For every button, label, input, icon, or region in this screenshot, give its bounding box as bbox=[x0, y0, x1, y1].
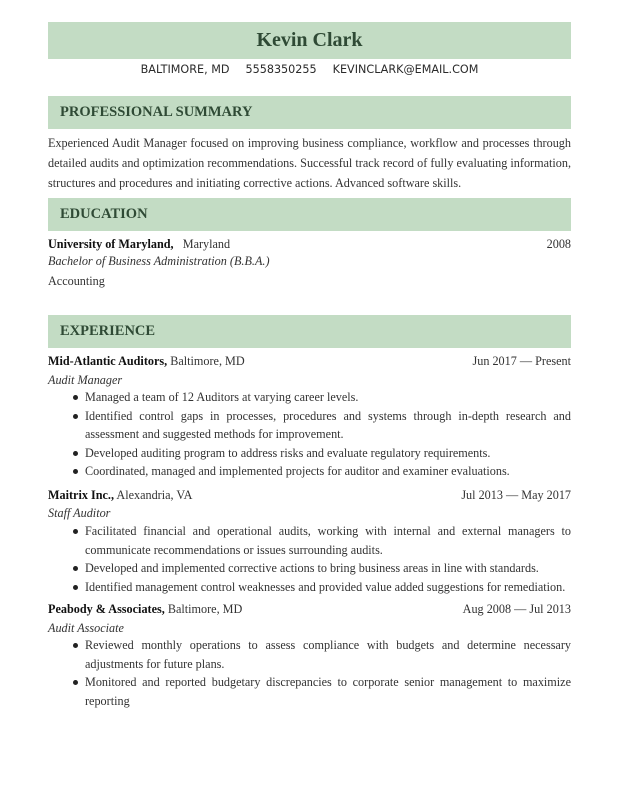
job-employer-line bbox=[48, 487, 192, 503]
job-location: Alexandria, VA bbox=[116, 488, 193, 502]
contact-line bbox=[48, 63, 571, 76]
job-bullet: Developed auditing program to address risks and evaluate regulatory requirements. bbox=[85, 444, 571, 463]
education-field: Accounting bbox=[48, 274, 105, 288]
education-school: University of Maryland, bbox=[48, 237, 174, 251]
job-bullet: Identified management control weaknesses and provided value added suggestions for remediation. bbox=[85, 578, 571, 597]
job-header bbox=[48, 353, 571, 369]
job-dates: Jul 2013 — May 2017 bbox=[461, 488, 571, 502]
education-degree: Bachelor of Business Administration (B.B.A.) bbox=[48, 254, 270, 268]
contact-city: BALTIMORE, MD bbox=[140, 63, 230, 76]
name-banner bbox=[48, 22, 571, 59]
education-year: 2008 bbox=[546, 237, 571, 251]
job-bullet: Coordinated, managed and implemented projects for auditor and examiner evaluations. bbox=[85, 462, 571, 481]
job-header bbox=[48, 601, 571, 617]
job-bullet: Facilitated financial and operational audits, working with internal and external managers to communicate recommendations or issues surrounding audits. bbox=[85, 522, 571, 559]
contact-email: KEVINCLARK@EMAIL.COM bbox=[332, 63, 479, 76]
contact-phone: 5558350255 bbox=[245, 63, 317, 76]
job-bullet: Managed a team of 12 Auditors at varying career levels. bbox=[85, 388, 571, 407]
education-section-header bbox=[48, 198, 571, 231]
summary-text: Experienced Audit Manager focused on improving business compliance, workflow and processes through detailed audits and optimization recommendations. Successful track record of fully evaluating information, structures and procedures and initiating corrective actions. Advanced software skills. bbox=[48, 136, 571, 190]
job-location: Baltimore, MD bbox=[170, 354, 245, 368]
education-section-title: EDUCATION bbox=[60, 206, 148, 222]
job-bullet: Monitored and reported budgetary discrepancies to corporate senior management to maximize reporting bbox=[85, 673, 571, 710]
summary-section-header bbox=[48, 96, 571, 129]
job-bullets bbox=[85, 636, 571, 710]
experience-section-title: EXPERIENCE bbox=[60, 323, 156, 339]
education-institution-line bbox=[48, 236, 230, 252]
education-location: Maryland bbox=[182, 237, 231, 251]
job-bullet: Reviewed monthly operations to assess compliance with budgets and determine necessary adjustments for future plans. bbox=[85, 636, 571, 673]
job-title: Staff Auditor bbox=[48, 506, 111, 520]
job-location: Baltimore, MD bbox=[167, 602, 243, 616]
candidate-name: Kevin Clark bbox=[256, 29, 363, 51]
job-company: Peabody & Associates, bbox=[48, 602, 165, 616]
job-bullets bbox=[85, 522, 571, 596]
job-dates: Aug 2008 — Jul 2013 bbox=[462, 602, 571, 616]
job-dates: Jun 2017 — Present bbox=[472, 354, 571, 368]
job-bullets bbox=[85, 388, 571, 481]
education-row bbox=[48, 236, 571, 252]
job-bullet: Developed and implemented corrective actions to bring business areas in line with standards. bbox=[85, 559, 571, 578]
summary-section-title: PROFESSIONAL SUMMARY bbox=[60, 104, 253, 120]
job-bullet: Identified control gaps in processes, procedures and systems through in-depth research and assessment and suggested methods for improvement. bbox=[85, 407, 571, 444]
job-title: Audit Manager bbox=[48, 373, 123, 387]
job-employer-line bbox=[48, 353, 245, 369]
job-header bbox=[48, 487, 571, 503]
job-company: Maitrix Inc., bbox=[48, 488, 115, 502]
job-title: Audit Associate bbox=[48, 621, 124, 635]
job-employer-line bbox=[48, 601, 242, 617]
job-company: Mid-Atlantic Auditors, bbox=[48, 354, 168, 368]
experience-section-header bbox=[48, 315, 571, 348]
